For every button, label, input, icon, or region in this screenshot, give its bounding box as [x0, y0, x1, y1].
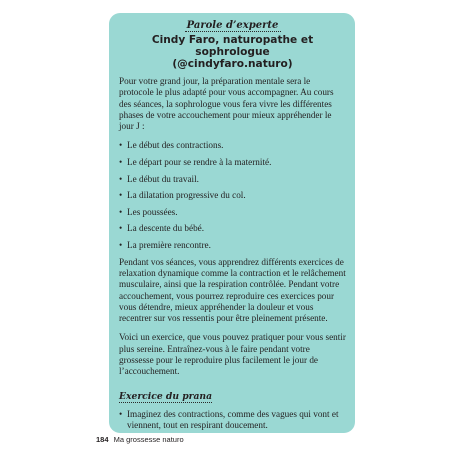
expert-handle: (@cindyfaro.naturo): [172, 58, 293, 70]
exercise-steps-list: [119, 409, 346, 433]
list-item: • Les poussées.: [119, 206, 178, 217]
list-item: • Imaginez des contractions, comme des vagues qui vont et viennent, tout en respirant doucement.: [119, 408, 339, 430]
list-item: • Le début des contractions.: [119, 140, 224, 151]
list-item: • La première rencontre.: [119, 240, 211, 251]
page-number: 184: [96, 435, 109, 444]
box-kicker: Parole d’experte: [185, 20, 281, 32]
intro-paragraph: Pour votre grand jour, la préparation mentale sera le protocole le plus adapté pour vous accompagner. Au cours des séances, la sophrologue vous fera vivre les différentes phases de votre accouchement pour mieux appréhender le jour J :: [119, 76, 334, 132]
book-title: Ma grossesse naturo: [113, 435, 184, 444]
page-footer: [96, 435, 184, 444]
phases-list: [119, 140, 346, 251]
expert-name: Cindy Faro, naturopathe et sophrologue: [151, 34, 314, 58]
expert-advice-box: [109, 13, 355, 433]
training-paragraph: Pendant vos séances, vous apprendrez différents exercices de relaxation dynamique comme la contraction et le relâchement musculaire, ainsi que la respiration contrôlée. Pendant votre accouchement, vous pourrez reproduire ces exercices pour vous détendre, mieux appréhender la douleur et vous recentrer sur vos ressentis pour être pleinement présente.: [119, 256, 346, 324]
exercise-intro-paragraph: Voici un exercice, que vous pouvez pratiquer pour vous sentir plus sereine. Entraînez-vous à le faire pendant votre grossesse pour le reproduire plus facilement le jour de l’accouchement.: [119, 332, 346, 377]
list-item: • Le début du travail.: [119, 173, 199, 184]
list-item: • La dilatation progressive du col.: [119, 190, 246, 201]
expert-heading: [119, 34, 346, 70]
list-item: • La descente du bébé.: [119, 223, 205, 234]
list-item: • Le départ pour se rendre à la maternité.: [119, 157, 272, 168]
exercise-title: Exercice du prana: [119, 390, 213, 402]
